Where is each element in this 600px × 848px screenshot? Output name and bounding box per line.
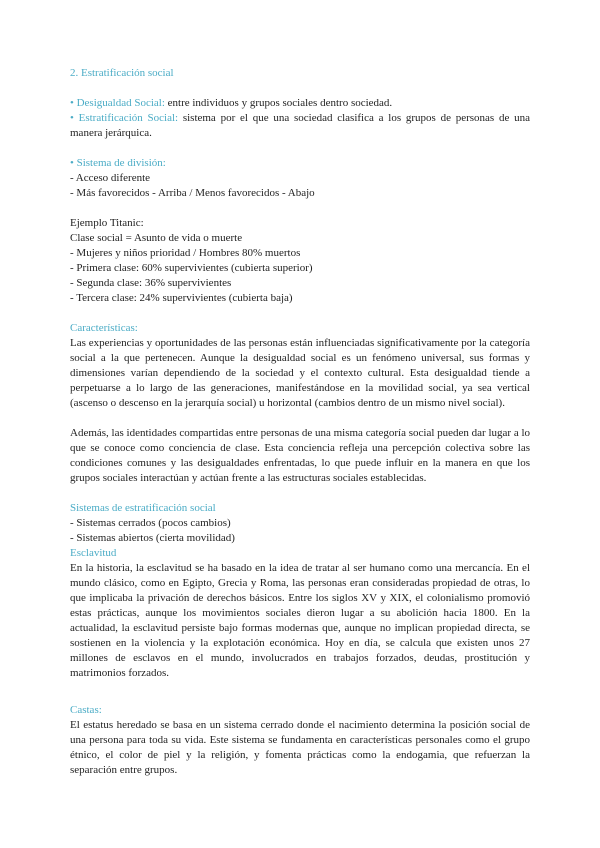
titanic-line: - Tercera clase: 24% supervivientes (cubierta baja) <box>70 292 293 304</box>
heading-caracteristicas: Características: <box>70 322 138 334</box>
paragraph-esclavitud: En la historia, la esclavitud se ha basado en la idea de tratar al ser humano como una mercancía. En el mundo clásico, como en Egipto, Grecia y Roma, las personas eran consideradas propiedad de otras, lo que implicaba la privación de derechos básicos. Entre los siglos XV y XIX, el colonialismo promovió estas prácticas, aunque los movimientos sociales dieron lugar a su abolición hacia 1800. En la actualidad, la esclavitud persiste bajo formas modernas que, aunque no implican propiedad directa, se sostienen en la violencia y la explotación económica. Hoy en día, se calcula que existen unos 27 millones de esclavos en el mundo, involucrados en trabajos forzados, deudas, prostitución y matrimonios forzados. <box>70 562 530 679</box>
heading-castas: Castas: <box>70 704 102 716</box>
paragraph-caracteristicas-2: Además, las identidades compartidas entre personas de una misma categoría social pueden dar lugar a lo que se conoce como conciencia de clase. Esta conciencia refleja una percepción colectiva sobre las condiciones comunes y las desigualdades enfrentadas, lo que puede influir en la manera en que los grupos sociales interactúan y actúan frente a las estructuras sociales establecidas. <box>70 427 531 484</box>
titanic-line: Clase social = Asunto de vida o muerte <box>70 232 243 244</box>
heading-sistemas-estratificacion: Sistemas de estratificación social <box>70 502 216 514</box>
heading-sistema-division: • Sistema de división: <box>70 157 166 169</box>
titanic-line: - Mujeres y niños prioridad / Hombres 80% muertos <box>70 247 301 259</box>
bullet-desigualdad-label: • Desigualdad Social: <box>70 97 165 109</box>
titanic-line: - Segunda clase: 36% supervivientes <box>70 277 232 289</box>
division-item: - Más favorecidos - Arriba / Menos favorecidos - Abajo <box>70 187 315 199</box>
paragraph-caracteristicas-1: Las experiencias y oportunidades de las personas están influenciadas significativamente por la categoría social a la que pertenecen. Aunque la desigualdad social es un fenómeno universal, sus formas y dimensiones varían dependiendo de la sociedad y el contexto cultural. Esta desigualdad tiende a perpetuarse a lo largo de las generaciones, manifestándose en la movilidad social, ya sea vertical (ascenso o descenso en la jerarquía social) u horizontal (cambios dentro de un mismo nivel social). <box>70 337 530 409</box>
bullet-desigualdad <box>70 96 530 111</box>
section-title: 2. Estratificación social <box>70 67 174 79</box>
bullet-estratificacion-text: sistema por el que una sociedad clasifica a los grupos de personas de una manera jerárquica. <box>70 112 530 139</box>
sistemas-item: - Sistemas cerrados (pocos cambios) <box>70 517 231 529</box>
heading-esclavitud: Esclavitud <box>70 547 117 559</box>
bullet-estratificacion-label: • Estratificación Social: <box>70 112 179 124</box>
titanic-line: - Primera clase: 60% supervivientes (cubierta superior) <box>70 262 313 274</box>
sistemas-item: - Sistemas abiertos (cierta movilidad) <box>70 532 235 544</box>
division-item: - Acceso diferente <box>70 172 151 184</box>
paragraph-castas: El estatus heredado se basa en un sistema cerrado donde el nacimiento determina la posición social de una persona para toda su vida. Este sistema se fundamenta en características personales como el grupo étnico, el color de piel y la religión, y fomenta prácticas como la endogamia, que refuerzan la separación entre grupos. <box>70 719 530 776</box>
bullet-desigualdad-text: entre individuos y grupos sociales dentro sociedad. <box>164 97 393 109</box>
bullet-estratificacion <box>70 111 530 141</box>
titanic-heading: Ejemplo Titanic: <box>70 217 144 229</box>
